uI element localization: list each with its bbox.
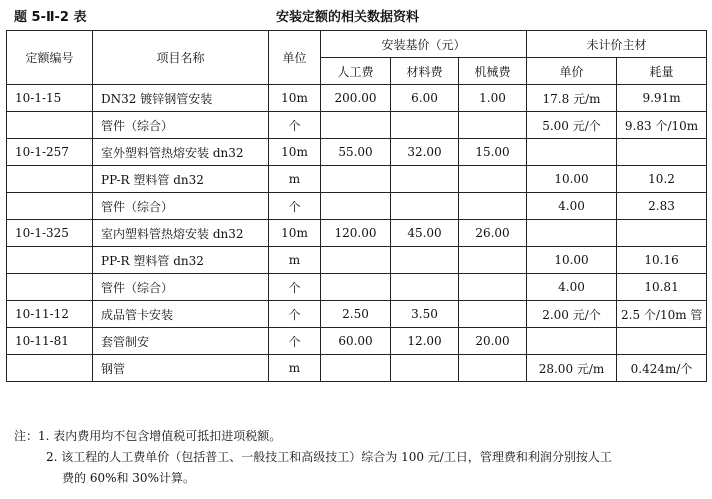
table-row	[7, 247, 707, 274]
row-name: PP-R 塑料管 dn32	[93, 247, 269, 274]
row-labor: 120.00	[321, 220, 391, 247]
row-price: 5.00 元/个	[527, 112, 617, 139]
row-machine	[459, 301, 527, 328]
row-machine	[459, 193, 527, 220]
row-material	[391, 247, 459, 274]
row-consumption	[617, 328, 707, 355]
row-name: 管件（综合）	[93, 112, 269, 139]
row-material: 3.50	[391, 301, 459, 328]
row-code	[7, 193, 93, 220]
row-labor	[321, 247, 391, 274]
row-labor	[321, 193, 391, 220]
note-line-2: 2. 该工程的人工费单价（包括普工、一般技工和高级技工）综合为 100 元/工日，管理费和利润分别按人工	[46, 450, 612, 464]
title-row	[6, 4, 706, 26]
row-unit: 10m	[269, 85, 321, 112]
row-name: 成品管卡安装	[93, 301, 269, 328]
row-material: 45.00	[391, 220, 459, 247]
header-material: 材料费	[391, 58, 459, 85]
table-row	[7, 301, 707, 328]
row-machine: 15.00	[459, 139, 527, 166]
row-price: 10.00	[527, 166, 617, 193]
row-labor	[321, 166, 391, 193]
row-consumption: 9.91m	[617, 85, 707, 112]
row-unit: 10m	[269, 220, 321, 247]
row-code	[7, 112, 93, 139]
row-name: DN32 镀锌钢管安装	[93, 85, 269, 112]
row-price: 4.00	[527, 193, 617, 220]
row-labor	[321, 355, 391, 382]
row-name: 套管制安	[93, 328, 269, 355]
quota-data-table	[6, 30, 707, 382]
row-unit: 个	[269, 112, 321, 139]
row-price: 28.00 元/m	[527, 355, 617, 382]
row-material	[391, 355, 459, 382]
table-row	[7, 166, 707, 193]
header-consumption: 耗量	[617, 58, 707, 85]
row-unit: 10m	[269, 139, 321, 166]
header-unpriced-group: 未计价主材	[527, 31, 707, 58]
row-consumption: 10.16	[617, 247, 707, 274]
row-price: 2.00 元/个	[527, 301, 617, 328]
header-code: 定额编号	[7, 31, 93, 85]
note-line-3: 费的 60%和 30%计算。	[62, 471, 195, 485]
row-name: 室外塑料管热熔安装 dn32	[93, 139, 269, 166]
header-price: 单价	[527, 58, 617, 85]
row-material: 32.00	[391, 139, 459, 166]
row-machine: 20.00	[459, 328, 527, 355]
table-row	[7, 112, 707, 139]
row-code: 10-1-15	[7, 85, 93, 112]
row-consumption: 2.5 个/10m 管	[617, 301, 707, 328]
row-code	[7, 355, 93, 382]
row-code	[7, 247, 93, 274]
row-machine	[459, 274, 527, 301]
row-material: 6.00	[391, 85, 459, 112]
row-name: 管件（综合）	[93, 193, 269, 220]
row-material	[391, 193, 459, 220]
row-unit: m	[269, 247, 321, 274]
header-machine: 机械费	[459, 58, 527, 85]
row-machine	[459, 166, 527, 193]
row-labor: 55.00	[321, 139, 391, 166]
row-consumption	[617, 220, 707, 247]
row-material	[391, 112, 459, 139]
row-price	[527, 220, 617, 247]
row-code: 10-11-81	[7, 328, 93, 355]
row-machine	[459, 355, 527, 382]
header-unit: 单位	[269, 31, 321, 85]
row-consumption	[617, 139, 707, 166]
row-machine	[459, 112, 527, 139]
row-code: 10-11-12	[7, 301, 93, 328]
row-unit: 个	[269, 301, 321, 328]
row-unit: 个	[269, 328, 321, 355]
row-labor	[321, 274, 391, 301]
note-line-1: 注：1. 表内费用均不包含增值税可抵扣进项税额。	[14, 429, 282, 443]
table-row	[7, 193, 707, 220]
row-material: 12.00	[391, 328, 459, 355]
row-consumption: 9.83 个/10m	[617, 112, 707, 139]
row-unit: 个	[269, 274, 321, 301]
row-unit: 个	[269, 193, 321, 220]
row-consumption: 10.2	[617, 166, 707, 193]
table-row	[7, 274, 707, 301]
header-labor: 人工费	[321, 58, 391, 85]
row-code	[7, 166, 93, 193]
row-material	[391, 274, 459, 301]
row-consumption: 2.83	[617, 193, 707, 220]
row-machine	[459, 247, 527, 274]
row-name: 钢管	[93, 355, 269, 382]
row-machine: 26.00	[459, 220, 527, 247]
header-install-group: 安装基价（元）	[321, 31, 527, 58]
row-labor	[321, 112, 391, 139]
row-labor: 60.00	[321, 328, 391, 355]
table-row	[7, 139, 707, 166]
row-name: 管件（综合）	[93, 274, 269, 301]
table-caption: 安装定额的相关数据资料	[276, 10, 420, 25]
row-price: 4.00	[527, 274, 617, 301]
row-consumption: 0.424m/个	[617, 355, 707, 382]
row-labor: 200.00	[321, 85, 391, 112]
row-price: 10.00	[527, 247, 617, 274]
table-body	[7, 85, 707, 382]
row-labor: 2.50	[321, 301, 391, 328]
row-code: 10-1-325	[7, 220, 93, 247]
row-unit: m	[269, 355, 321, 382]
table-row	[7, 328, 707, 355]
row-name: PP-R 塑料管 dn32	[93, 166, 269, 193]
row-price	[527, 139, 617, 166]
row-unit: m	[269, 166, 321, 193]
row-consumption: 10.81	[617, 274, 707, 301]
row-material	[391, 166, 459, 193]
table-row	[7, 85, 707, 112]
row-machine: 1.00	[459, 85, 527, 112]
row-code	[7, 274, 93, 301]
row-name: 室内塑料管热熔安装 dn32	[93, 220, 269, 247]
table-row	[7, 220, 707, 247]
row-price: 17.8 元/m	[527, 85, 617, 112]
row-code: 10-1-257	[7, 139, 93, 166]
table-id: 题 5-Ⅱ-2 表	[14, 10, 87, 25]
header-name: 项目名称	[93, 31, 269, 85]
notes	[14, 426, 704, 489]
row-price	[527, 328, 617, 355]
table-row	[7, 355, 707, 382]
